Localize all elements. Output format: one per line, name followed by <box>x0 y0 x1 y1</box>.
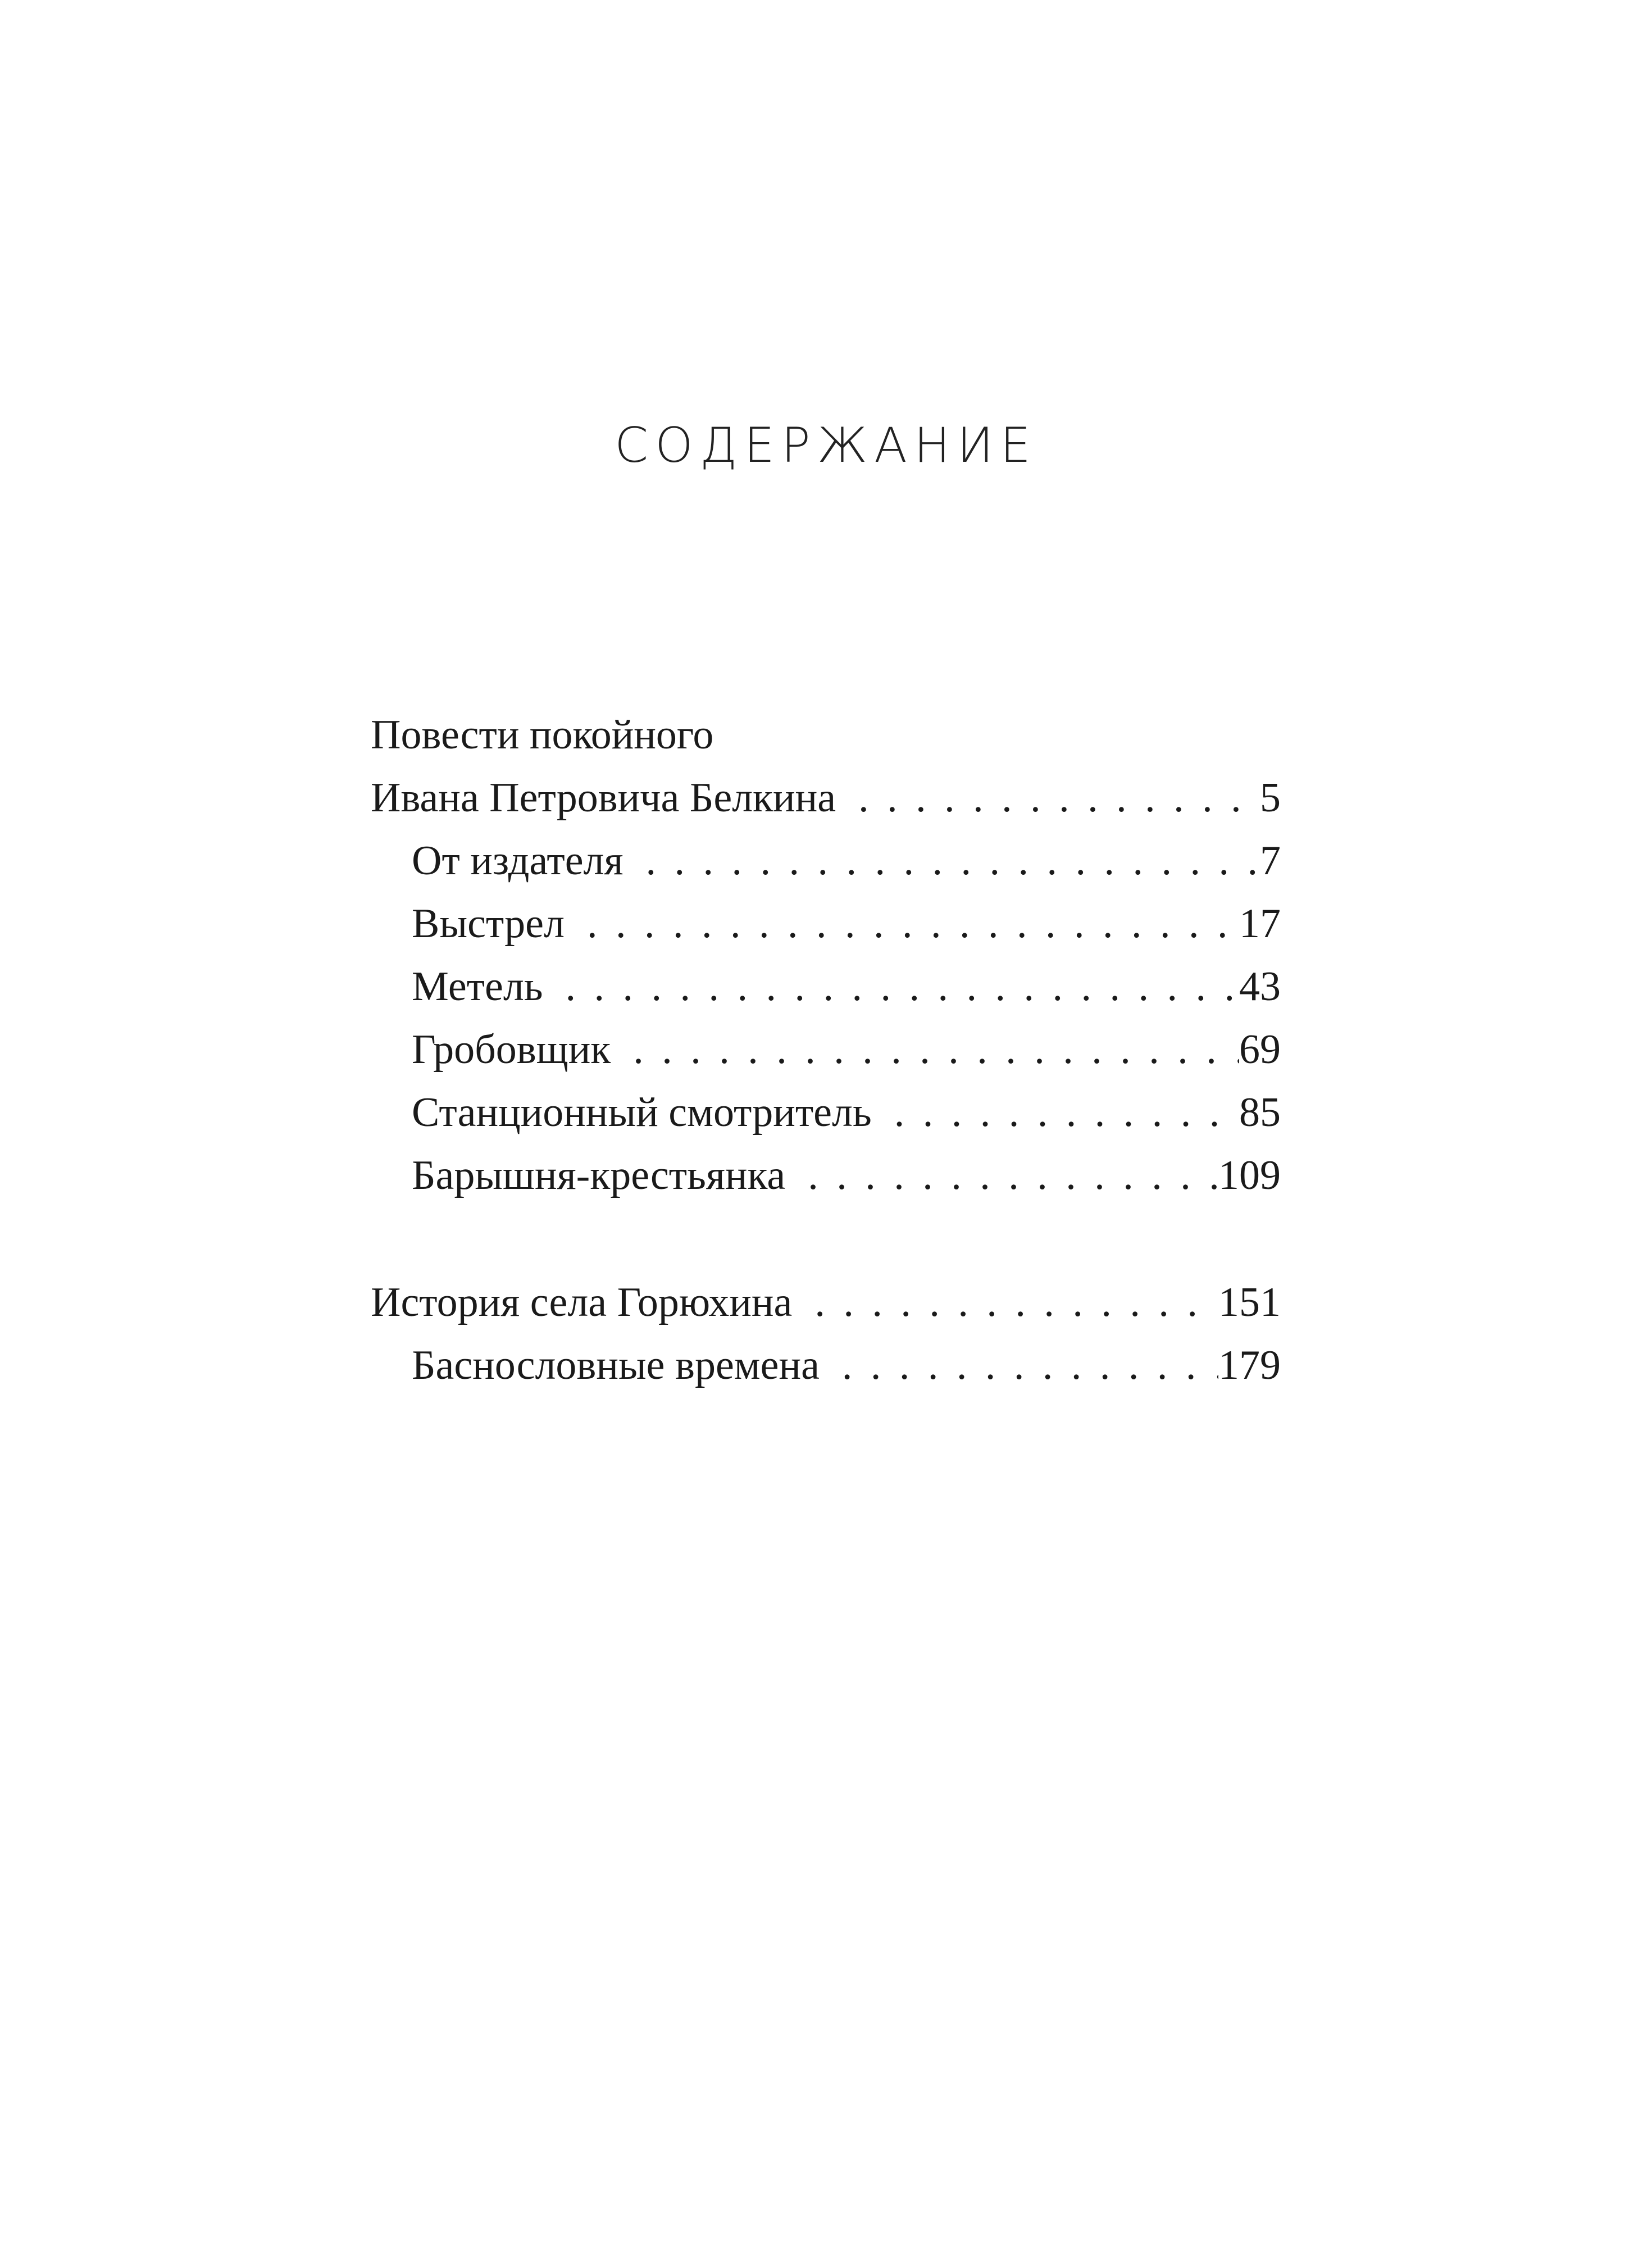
dot-leader <box>785 1155 1218 1196</box>
dot-leader <box>543 966 1239 1007</box>
toc-entry-page: 7 <box>1260 838 1281 884</box>
toc-entry-undertaker[interactable] <box>371 1018 1281 1081</box>
toc-entry-blizzard[interactable] <box>371 955 1281 1018</box>
page-title: СОДЕРЖАНИЕ <box>615 417 1037 474</box>
toc-entry-label: Ивана Петровича Белкина <box>371 775 836 821</box>
dot-leader <box>872 1092 1239 1133</box>
toc-entry-shot[interactable] <box>371 892 1281 955</box>
toc-entry-page: 17 <box>1239 901 1281 947</box>
toc-entry-fabulous-times[interactable] <box>371 1334 1281 1397</box>
toc-entry-page: 69 <box>1239 1027 1281 1073</box>
toc-entry-label: История села Горюхина <box>371 1279 793 1325</box>
toc-entry-label: Гробовщик <box>412 1027 611 1073</box>
toc-entry-page: 179 <box>1218 1342 1281 1388</box>
toc-entry-peasant-lady[interactable] <box>371 1144 1281 1207</box>
toc-entry-label: Выстрел <box>412 901 565 947</box>
section-spacer <box>371 1207 1281 1271</box>
toc-entry-page: 151 <box>1218 1279 1281 1325</box>
toc-entry-page: 43 <box>1239 964 1281 1010</box>
dot-leader <box>565 903 1239 944</box>
dot-leader <box>820 1345 1218 1386</box>
toc-entry-label: От издателя <box>412 838 624 884</box>
toc-entry-label: Станционный смотритель <box>412 1089 872 1136</box>
toc-entry-stationmaster[interactable] <box>371 1081 1281 1144</box>
dot-leader <box>624 840 1260 882</box>
toc-entry-page: 5 <box>1260 775 1281 821</box>
table-of-contents <box>371 703 1281 1397</box>
dot-leader <box>792 1282 1218 1323</box>
toc-entry-page: 85 <box>1239 1089 1281 1136</box>
dot-leader <box>836 777 1260 819</box>
toc-entry-label: Барышня-крестьянка <box>412 1152 786 1198</box>
toc-group-heading: Повести покойного <box>371 712 714 758</box>
toc-entry-page: 109 <box>1218 1152 1281 1198</box>
toc-entry-label: Баснословные времена <box>412 1342 820 1388</box>
toc-entry-publisher[interactable] <box>371 829 1281 892</box>
dot-leader <box>611 1029 1239 1070</box>
toc-entry-label: Метель <box>412 964 543 1010</box>
toc-entry-belkin-tales[interactable] <box>371 766 1281 829</box>
toc-entry-goryukhino[interactable] <box>371 1271 1281 1334</box>
